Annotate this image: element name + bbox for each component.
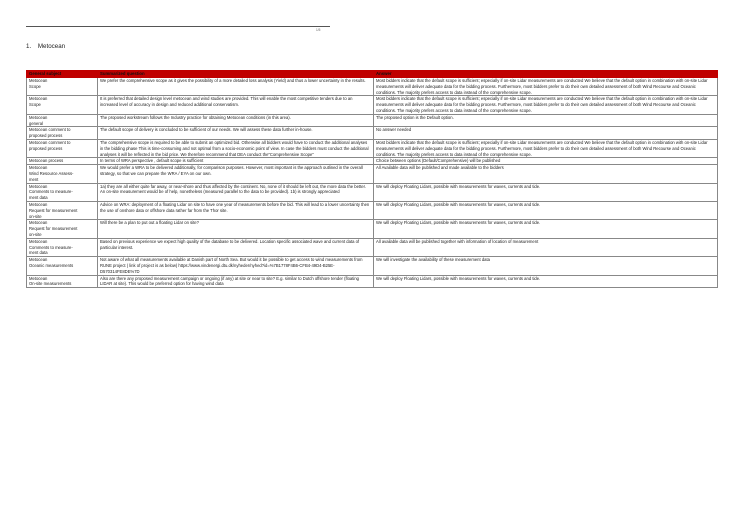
cell-general-subject (27, 139, 98, 157)
subject-line: Oceanic measurements (29, 262, 74, 268)
subject-line: Comments to measure- (29, 189, 73, 195)
subject-line: Scope (29, 102, 41, 108)
cell-summarized-question: Not aware of what all measurements available at Danish part of North Sea. But would it be possible to get access to wind measurements from RUNE project ( link of project is as below) https://www.vindenergi.dtu.dk/nyheder/nyhed?id=%7B1778F4B6-CFB4-49D4-B25E-D570314FE8DE%7D (98, 257, 374, 275)
subject-line: on-site (29, 231, 42, 237)
subject-line: ment (29, 176, 39, 182)
subject-line: Metocean (29, 201, 48, 207)
cell-summarized-question: Advice on WRA: deployment of a floating Lidar on site to have one year of measurements before the bid. This will lead to a lower uncertainty then the use of onshore data or offshore data rather far from the Thor site. (98, 201, 374, 219)
cell-answer: All available data will be published together with information of location of measurement (374, 238, 718, 256)
subject-line: Metocean (29, 183, 48, 189)
subject-line: Metocean (29, 220, 48, 226)
subject-line: Metocean (29, 114, 48, 120)
cell-answer: Choice between options (Default/Comprehensive) will be published (374, 158, 718, 165)
section-number: 1. (26, 43, 32, 50)
subject-line: Metocean (29, 96, 48, 102)
table-row (27, 78, 718, 96)
table-row (27, 238, 718, 256)
cell-general-subject (27, 78, 98, 96)
cell-summarized-question: We prefer the comprehensive scope as it gives the possibility of a more detailed loss analysis (Yield) and thus a lower uncertainty in the results. (98, 78, 374, 96)
cell-general-subject (27, 127, 98, 140)
cell-answer: No answer needed (374, 127, 718, 140)
cell-summarized-question: Will there be a plan to put out a floating Lidar on site? (98, 220, 374, 238)
cell-general-subject (27, 275, 98, 288)
cell-summarized-question: In terms of WRA perspective , default scope is sufficient (98, 158, 374, 165)
cell-summarized-question: The proposed workstream follows the Industry practice for obtaining Metocean conditions (in this area). (98, 114, 374, 127)
subject-line: Request for measurement (29, 226, 78, 232)
subject-line: Metocean (29, 238, 48, 244)
page-number: 1/5 (316, 28, 321, 32)
subject-line: on-site (29, 213, 42, 219)
cell-answer: We will deploy Floating Lidars, possible with measurements for waves, currents and tide. (374, 183, 718, 201)
qa-table (26, 70, 718, 288)
table-row (27, 165, 718, 183)
cell-summarized-question: Based on previous experience we expect high quality of the database to be delivered. Location specific associated wave and current data of particular interest. (98, 238, 374, 256)
subject-line: Metocean (29, 78, 48, 83)
cell-general-subject (27, 158, 98, 165)
table-row (27, 127, 718, 140)
cell-summarized-question: It is preferred that detailed design level metocean and wind studies are provided. This will enable the most competitive tenders due to an increased level of accuracy in design and reduced additional conservatism. (98, 96, 374, 114)
cell-general-subject (27, 165, 98, 183)
header-rule (26, 26, 330, 27)
table-row (27, 275, 718, 288)
subject-line: Metocean (29, 275, 48, 281)
cell-answer: All Available data will be published and made available to the bidders (374, 165, 718, 183)
subject-line: Metocean comment to (29, 139, 71, 145)
cell-general-subject (27, 238, 98, 256)
table-row (27, 139, 718, 157)
subject-line: proposed process (29, 133, 63, 139)
subject-line: proposed process (29, 145, 63, 151)
subject-line: Metocean comment to (29, 127, 71, 133)
section-heading (26, 43, 65, 50)
cell-summarized-question: The comprehensive scope is required to be able to submit an optimized bid. Otherwise all bidders would have to conduct the additional analyses in the bidding phase This is time-consuming and not optimal from a socio-economic point of view. In case the bidders must conduct the additional analyses it will be reflected in the bid price. We therefore recommend that DEA conduct the"Comprehensive Scope" (98, 139, 374, 157)
table-body (27, 78, 718, 288)
cell-summarized-question: Also are there any proposed measurement campaign or ongoing (if any) at site or near to site? E.g. similar to Dutch offshore tender (floating LIDAR at site). This would be preferred option for having wind data (98, 275, 374, 288)
cell-summarized-question: We would prefer a WRA to be delivered additionally, for comparison purposes. However, most important is the approach outlined in the overall strategy, so that we can prepare the WRA / EYA on our own. (98, 165, 374, 183)
table-row (27, 183, 718, 201)
subject-line: Comments to measure- (29, 244, 73, 250)
cell-answer: Most bidders indicate that the default scope is sufficient; especially if on-site Lidar measurements are conducted We believe that the default option in combination with on-site Lidar measurements will deliver adequate data for the bidding process. Furthermore, most bidders prefer to do their own detailed assessment of both Wind Recourse and Oceanic conditions. The majority prefers access to data instead of the comprehensive scope. (374, 139, 718, 157)
subject-line: Metocean (29, 257, 48, 263)
subject-line: ment data (29, 250, 48, 256)
header-summarized-question: Summarized question (98, 71, 374, 78)
table-row (27, 201, 718, 219)
subject-line: Wind Resource Assess- (29, 170, 74, 176)
subject-line: Scope (29, 83, 41, 89)
table-row (27, 114, 718, 127)
table-row (27, 158, 718, 165)
subject-line: ment data (29, 195, 48, 201)
header-general-subject: General subject (27, 71, 98, 78)
table-row (27, 257, 718, 275)
cell-answer: We will deploy Floating Lidars, possible with measurements for waves, currents and tide. (374, 275, 718, 288)
cell-general-subject (27, 96, 98, 114)
cell-answer: We will investigate the availability of these measurement data (374, 257, 718, 275)
subject-line: Metocean (29, 165, 48, 171)
cell-answer: The proposed option is the Default option. (374, 114, 718, 127)
table-row (27, 220, 718, 238)
cell-general-subject (27, 201, 98, 219)
cell-answer: We will deploy Floating Lidars, possible with measurements for waves, currents and tide. (374, 220, 718, 238)
subject-line: general (29, 120, 43, 126)
table-header-row (27, 71, 718, 78)
cell-answer: We will deploy Floating Lidars, possible with measurements for waves, currents and tide. (374, 201, 718, 219)
cell-general-subject (27, 220, 98, 238)
cell-summarized-question: The default scope of delivery is concluded to be sufficient of our needs. We will assess these data further in-house. (98, 127, 374, 140)
cell-answer: Most bidders indicate that the default scope is sufficient; especially if on-site Lidar measurements are conducted We believe that the default option in combination with on-site Lidar measurements will deliver adequate data for the bidding process. Furthermore, most bidders prefer to do their own detailed assessment of both Wind Recourse and Oceanic conditions. The majority prefers access to data instead of the comprehensive scope. (374, 96, 718, 114)
subject-line: Metocean process (29, 158, 64, 164)
header-answer: Answer (374, 71, 718, 78)
subject-line: On-site measurements (29, 281, 72, 287)
cell-general-subject (27, 257, 98, 275)
cell-general-subject (27, 183, 98, 201)
subject-line: Request for measurement (29, 207, 78, 213)
table-row (27, 96, 718, 114)
cell-answer: Most bidders indicate that the default scope is sufficient; especially if on-site Lidar measurements are conducted We believe that the default option in combination with on-site Lidar measurements will deliver adequate data for the bidding process. Furthermore, most bidders prefer to do their own detailed assessment of both Wind Recourse and Oceanic conditions. The majority prefers access to data instead of the comprehensive scope. (374, 78, 718, 96)
section-title: Metocean (37, 43, 66, 50)
cell-summarized-question: 1a) they are all either quite far away, or near-shore and thus affected by the continent. No, none of it should be left out, the more data the better. An on-site measurement would be of help, nonetheless (measured parallel to the data to be provided). 1b) is strongly appreciated (98, 183, 374, 201)
cell-general-subject (27, 114, 98, 127)
